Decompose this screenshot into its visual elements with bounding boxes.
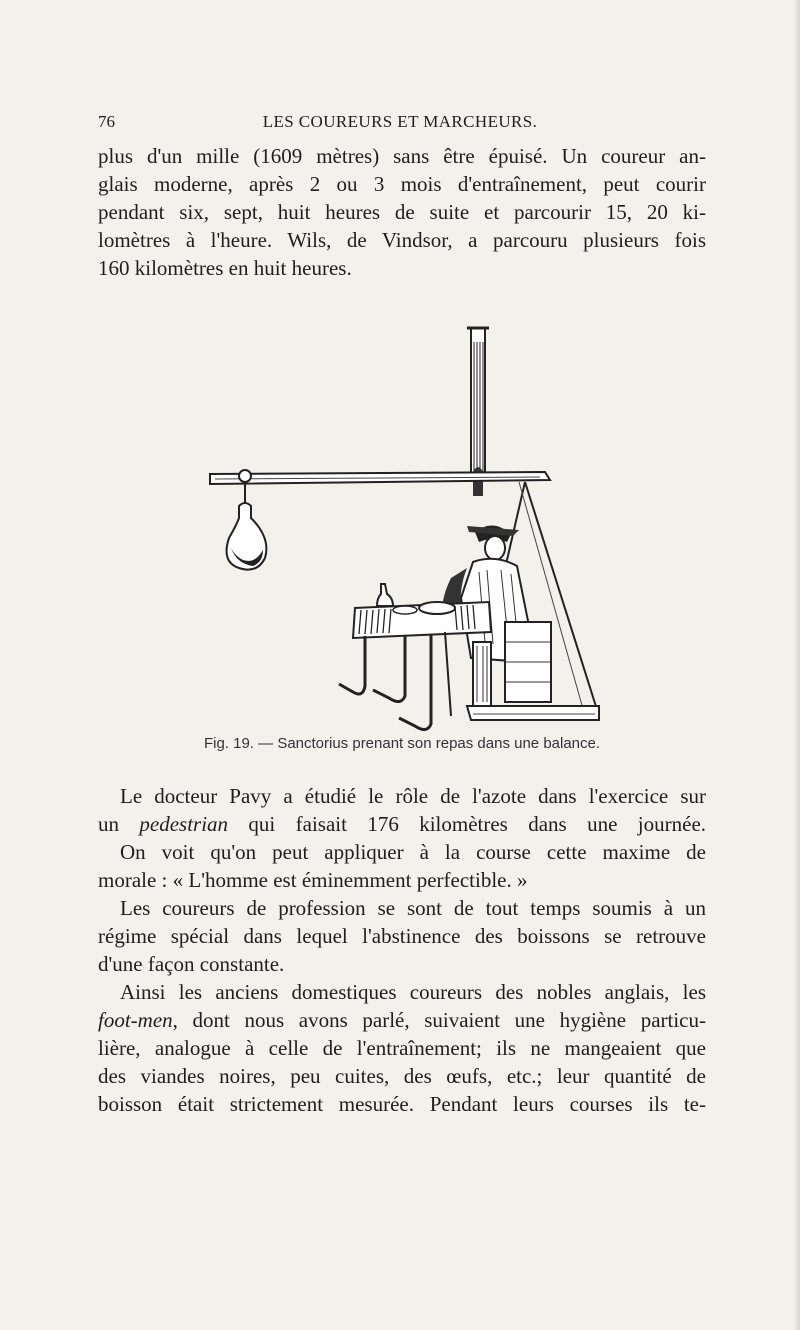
text-line: Les coureurs de profession se sont de tout temps soumis à un	[120, 896, 706, 920]
text-line: lière, analogue à celle de l'entraînement; ils ne mangeaient que	[98, 1036, 706, 1060]
italic-term-foot-men: foot-men	[98, 1008, 173, 1032]
page-edge-shadow	[794, 0, 800, 1330]
text-segment: un	[98, 812, 140, 836]
text-line: pendant six, sept, huit heures de suite et parcourir 15, 20 ki-	[98, 200, 706, 224]
text-line: régime spécial dans lequel l'abstinence des boissons se retrouve	[98, 924, 706, 948]
text-line: 160 kilomètres en huit heures.	[98, 256, 352, 280]
text-line: boisson était strictement mesurée. Pendant leurs courses ils te-	[98, 1092, 706, 1116]
paragraph-body	[98, 782, 706, 1118]
text-line: morale : « L'homme est éminemment perfectible. »	[98, 868, 528, 892]
text-line: Le docteur Pavy a étudié le rôle de l'azote dans l'exercice sur	[120, 784, 706, 808]
text-line: On voit qu'on peut appliquer à la course cette maxime de	[120, 840, 706, 864]
sanctorius-balance-illustration	[205, 322, 605, 742]
page-number: 76	[98, 112, 115, 131]
text-line	[98, 1006, 706, 1034]
running-title: LES COUREURS ET MARCHEURS.	[262, 112, 538, 131]
text-line: des viandes noires, peu cuites, des œufs, etc.; leur quantité de	[98, 1064, 706, 1088]
italic-term-pedestrian: pedestrian	[139, 812, 229, 836]
text-line: lomètres à l'heure. Wils, de Vindsor, a parcouru plusieurs fois	[98, 228, 706, 252]
figure-caption: Fig. 19. — Sanctorius prenant son repas dans une balance.	[203, 735, 601, 752]
text-line: glais moderne, après 2 ou 3 mois d'entraînement, peut courir	[98, 172, 706, 196]
text-line: d'une façon constante.	[98, 952, 285, 976]
running-header	[98, 112, 702, 138]
text-segment: , dont nous avons parlé, suivaient une hygiène particu-	[172, 1008, 706, 1032]
text-line: Ainsi les anciens domestiques coureurs des nobles anglais, les	[120, 980, 706, 1004]
text-segment: qui faisait 176 kilomètres dans une journée.	[228, 812, 707, 836]
paragraph-intro	[98, 142, 706, 282]
text-line	[98, 810, 706, 838]
text-line: plus d'un mille (1609 mètres) sans être épuisé. Un coureur an-	[98, 144, 706, 168]
